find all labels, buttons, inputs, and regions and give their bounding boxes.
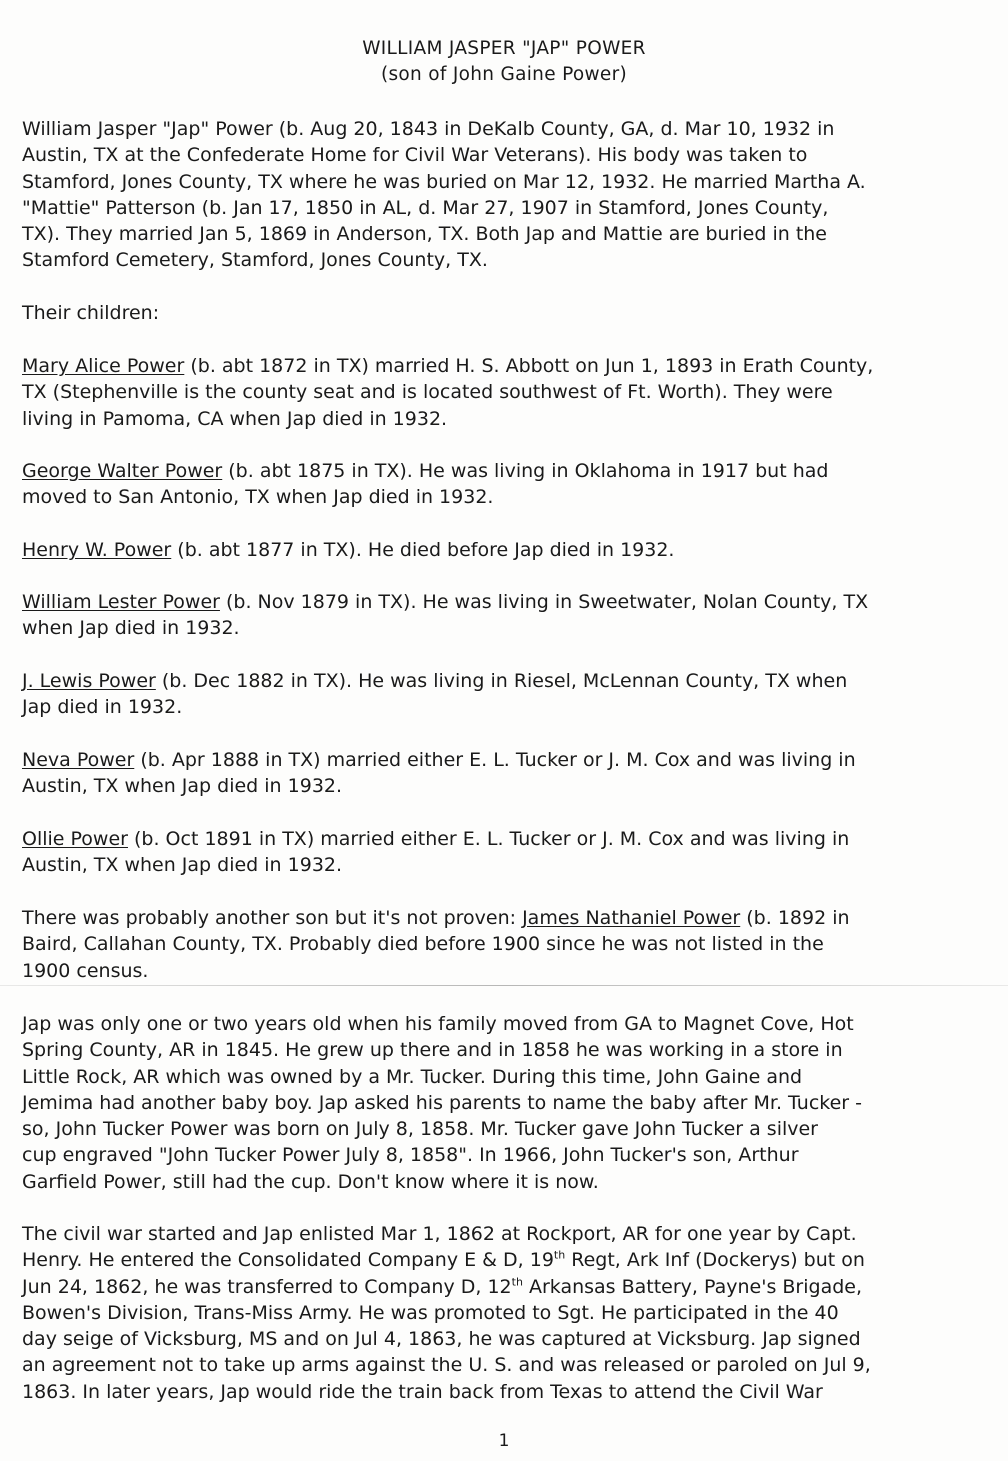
child-name: Henry W. Power (22, 539, 172, 561)
child-name: J. Lewis Power (22, 670, 156, 692)
text-line: Henry. He entered the Consolidated Company E & D, 19th Regt, Ark Inf (Dockerys) but on (22, 1248, 865, 1272)
text-line: TX (Stephenville is the county seat and is located southwest of Ft. Worth). They were (22, 381, 833, 404)
child-name: William Lester Power (22, 591, 220, 613)
child-entry (22, 747, 997, 800)
text-line: Jun 24, 1862, he was transferred to Company D, 12th Arkansas Battery, Payne's Brigade, (22, 1275, 863, 1298)
child-entry (22, 826, 997, 879)
child-name: Neva Power (22, 749, 135, 771)
text-line: when Jap died in 1932. (22, 617, 240, 640)
text-line: Little Rock, AR which was owned by a Mr. Tucker. During this time, John Gaine and (22, 1065, 803, 1088)
text-line: so, John Tucker Power was born on July 8, 1858. Mr. Tucker gave John Tucker a silver (22, 1118, 818, 1141)
text-line: J. Lewis Power (b. Dec 1882 in TX). He was living in Riesel, McLennan County, TX when (22, 670, 848, 692)
subtitle-line: (son of John Gaine Power) (380, 64, 628, 85)
text-line: Austin, TX at the Confederate Home for Civil War Veterans). His body was taken to (22, 144, 808, 167)
text-line: Jap died in 1932. (22, 696, 183, 719)
text-line: Spring County, AR in 1845. He grew up there and in 1858 he was working in a store in (22, 1039, 843, 1062)
text-line: "Mattie" Patterson (b. Jan 17, 1850 in AL, d. Mar 27, 1907 in Stamford, Jones County, (22, 196, 829, 219)
text-line: Bowen's Division, Trans-Miss Army. He was promoted to Sgt. He participated in the 40 (22, 1301, 839, 1324)
text-line: William Jasper "Jap" Power (b. Aug 20, 1843 in DeKalb County, GA, d. Mar 10, 1932 in (22, 118, 835, 140)
child-name: Ollie Power (22, 828, 128, 850)
title-line: WILLIAM JASPER "JAP" POWER (362, 38, 646, 59)
document-title (0, 36, 1008, 88)
text-line: Jap was only one or two years old when his family moved from GA to Magnet Cove, Hot (22, 1013, 854, 1035)
text-line: Stamford Cemetery, Stamford, Jones County, TX. (22, 249, 488, 272)
text-line: The civil war started and Jap enlisted Mar 1, 1862 at Rockport, AR for one year by Capt. (22, 1223, 857, 1245)
child-name: George Walter Power (22, 460, 223, 482)
text-line: TX). They married Jan 5, 1869 in Anderson, TX. Both Jap and Mattie are buried in the (22, 223, 827, 246)
text-line: Jemima had another baby boy. Jap asked his parents to name the baby after Mr. Tucker - (22, 1091, 862, 1114)
early-life-paragraph (22, 1011, 997, 1195)
text-line: moved to San Antonio, TX when Jap died in 1932. (22, 486, 494, 509)
text-line: Ollie Power (b. Oct 1891 in TX) married either E. L. Tucker or J. M. Cox and was living in (22, 828, 850, 850)
intro-paragraph (22, 116, 997, 274)
text-line: 1863. In later years, Jap would ride the train back from Texas to attend the Civil War (22, 1380, 823, 1403)
text-line: Henry W. Power (b. abt 1877 in TX). He died before Jap died in 1932. (22, 539, 675, 561)
text-line: Neva Power (b. Apr 1888 in TX) married either E. L. Tucker or J. M. Cox and was living in (22, 749, 856, 771)
child-name: James Nathaniel Power (522, 907, 741, 929)
text-line: 1900 census. (22, 959, 149, 982)
child-name: Mary Alice Power (22, 355, 185, 377)
text-line: George Walter Power (b. abt 1875 in TX). He was living in Oklahoma in 1917 but had (22, 460, 829, 482)
text-line: Austin, TX when Jap died in 1932. (22, 775, 343, 798)
child-entry (22, 458, 997, 511)
child-entry (22, 353, 997, 432)
text-line: Baird, Callahan County, TX. Probably died before 1900 since he was not listed in the (22, 933, 824, 956)
text-line: Mary Alice Power (b. abt 1872 in TX) married H. S. Abbott on Jun 1, 1893 in Erath County, (22, 355, 874, 377)
civil-war-paragraph (22, 1221, 997, 1405)
text-line: an agreement not to take up arms against the U. S. and was released or paroled on Jul 9, (22, 1354, 871, 1377)
text-line: Austin, TX when Jap died in 1932. (22, 854, 343, 877)
child-entry (22, 668, 997, 721)
text-line: day seige of Vicksburg, MS and on Jul 4, 1863, he was captured at Vicksburg. Jap signed (22, 1328, 861, 1351)
children-heading: Their children: (22, 302, 160, 324)
text-line: Stamford, Jones County, TX where he was buried on Mar 12, 1932. He married Martha A. (22, 170, 866, 193)
text-line: Garfield Power, still had the cup. Don't know where it is now. (22, 1170, 599, 1193)
child-entry (22, 589, 997, 642)
text-line: There was probably another son but it's not proven: James Nathaniel Power (b. 1892 in (22, 907, 850, 929)
child-entry (22, 537, 997, 563)
text-line: cup engraved "John Tucker Power July 8, 1858". In 1966, John Tucker's son, Arthur (22, 1144, 799, 1167)
scan-divider (0, 985, 1008, 986)
text-line: William Lester Power (b. Nov 1879 in TX). He was living in Sweetwater, Nolan County, TX (22, 591, 869, 613)
text-line: living in Pamoma, CA when Jap died in 1932. (22, 407, 448, 430)
another-son-paragraph (22, 905, 997, 984)
page-number: 1 (498, 1431, 510, 1451)
